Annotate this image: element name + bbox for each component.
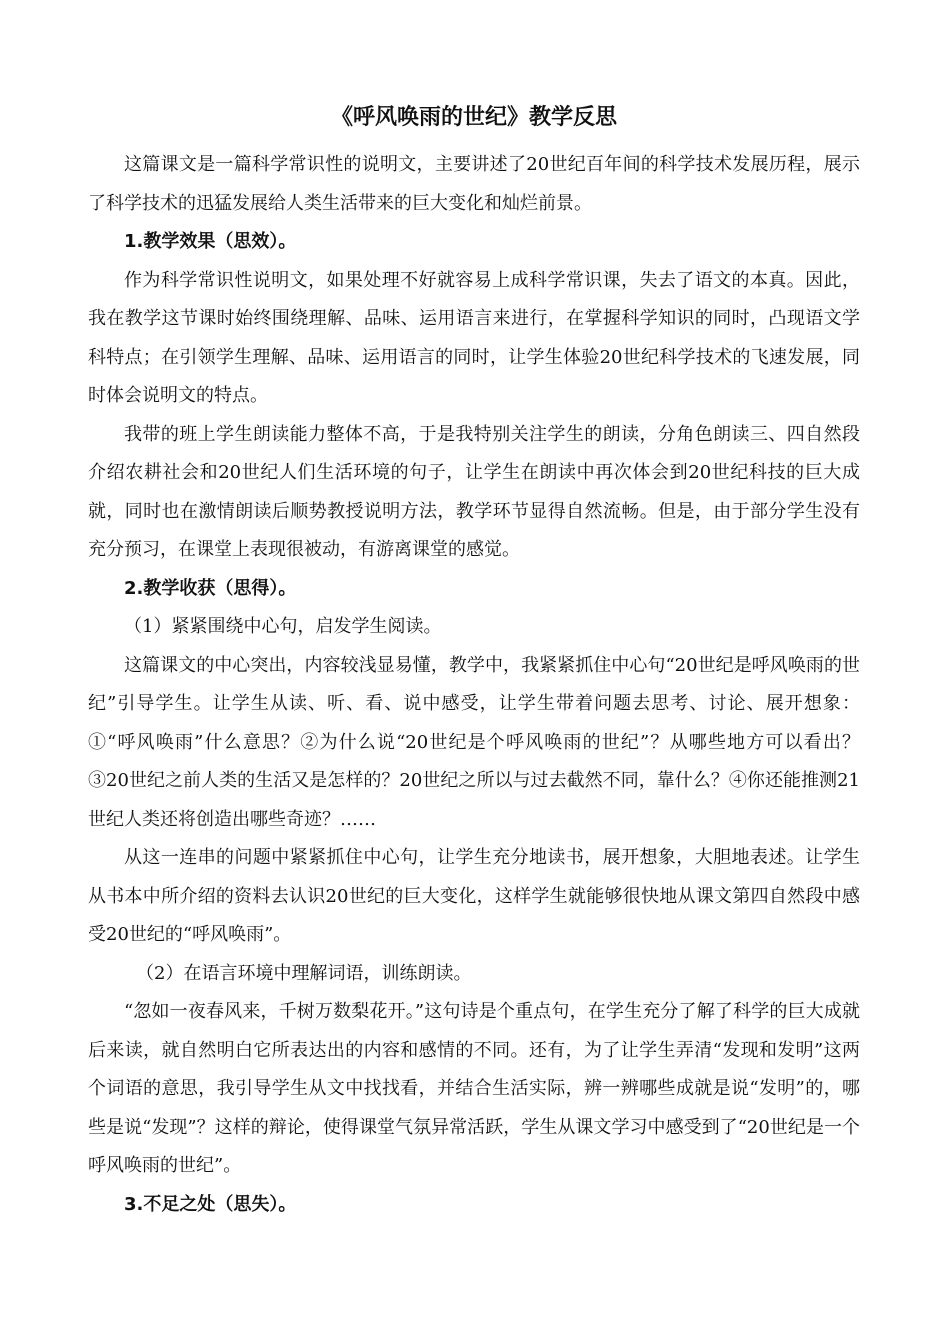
section1-heading: 1.教学效果（思效）。 — [124, 231, 297, 252]
section2-paragraph-1: 这篇课文的中心突出，内容较浅显易懂，教学中，我紧紧抓住中心句“20世纪是呼风唤雨的世纪”引导学生。让学生从读、听、看、说中感受，让学生带着问题去思考、讨论、展开想象：①“呼风唤雨”什么意思？②为什么说“20世纪是个呼风唤雨的世纪”？从哪些地方可以看出？ ③20世纪之前人类的生活又是怎样的？20世纪之所以与过去截然不同，靠什么？④你还能推测21世纪人类还将创造出哪些奇迹？…… — [88, 654, 860, 830]
section1-paragraph-1: 作为科学常识性说明文，如果处理不好就容易上成科学常识课，失去了语文的本真。因此，我在教学这节课时始终围绕理解、品味、运用语言来进行，在掌握科学知识的同时，凸现语文学科特点；在引领学生理解、品味、运用语言的同时，让学生体验20世纪科学技术的飞速发展，同时体会说明文的特点。 — [88, 269, 860, 406]
section2-paragraph-3: “忽如一夜春风来，千树万数梨花开。”这句诗是个重点句，在学生充分了解了科学的巨大成就后来读，就自然明白它所表达出的内容和感情的不同。还有，为了让学生弄清“发现和发明”这两个词语的意思，我引导学生从文中找找看，并结合生活实际，辨一辨哪些成就是说“发明”的，哪些是说“发现”？这样的辩论，使得课堂气氛异常活跃，学生从课文学习中感受到了“20世纪是一个呼风唤雨的世纪”。 — [88, 1001, 860, 1176]
intro-paragraph: 这篇课文是一篇科学常识性的说明文，主要讲述了20世纪百年间的科学技术发展历程，展示了科学技术的迅猛发展给人类生活带来的巨大变化和灿烂前景。 — [88, 154, 860, 214]
section2-subheading-1: （1）紧紧围绕中心句，启发学生阅读。 — [124, 616, 442, 637]
document-page — [88, 98, 860, 1224]
section2-heading: 2.教学收获（思得）。 — [124, 577, 297, 599]
section1-paragraph-2: 我带的班上学生朗读能力整体不高，于是我特别关注学生的朗读，分角色朗读三、四自然段介绍农耕社会和20世纪人们生活环境的句子，让学生在朗读中再次体会到20世纪科技的巨大成就，同时也在激情朗读后顺势教授说明方法，教学环节显得自然流畅。但是，由于部分学生没有充分预习，在课堂上表现很被动，有游离课堂的感觉。 — [88, 423, 860, 560]
section2-paragraph-2: 从这一连串的问题中紧紧抓住中心句，让学生充分地读书，展开想象，大胆地表述。让学生从书本中所介绍的资料去认识20世纪的巨大变化，这样学生就能够很快地从课文第四自然段中感受20世纪的“呼风唤雨”。 — [88, 847, 860, 945]
section3-heading: 3.不足之处（思失）。 — [124, 1193, 297, 1215]
document-title: 《呼风唤雨的世纪》教学反思 — [330, 105, 617, 130]
section2-subheading-2: （2）在语言环境中理解词语，训练朗读。 — [136, 962, 472, 984]
